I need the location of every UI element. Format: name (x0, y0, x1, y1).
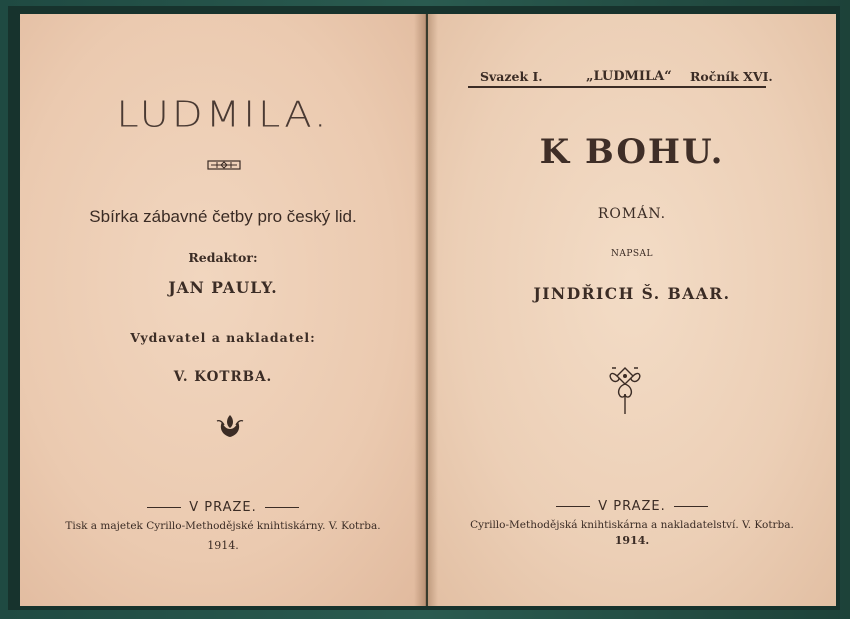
open-book (8, 6, 840, 610)
book-title: K BOHU. (539, 132, 725, 172)
publisher-name: V. KOTRBA. (173, 369, 273, 385)
year-left: 1914. (207, 539, 239, 552)
author-label: NAPSAL (610, 249, 654, 259)
editor-name: JAN PAULY. (168, 278, 278, 297)
genre-label: ROMÁN. (597, 206, 667, 222)
left-title-page (20, 14, 426, 606)
place-right-text: V PRAZE. (598, 499, 666, 514)
place-right (428, 499, 836, 514)
header-year: Ročník XVI. (690, 69, 773, 84)
floral-ornament-icon (216, 413, 244, 439)
imprint-right: Cyrillo-Methodějská knihtiskárna a nakladatelství. V. Kotrba. (470, 519, 794, 531)
place-left (20, 500, 426, 515)
header-series: „LUDMILA“ (586, 69, 672, 84)
imprint-left: Tisk a majetek Cyrillo-Methodějské knihtiskárny. V. Kotrba. (65, 520, 381, 532)
right-title-page (428, 14, 836, 606)
year-right: 1914. (614, 534, 650, 547)
place-dash-right (265, 507, 299, 508)
book-gutter (414, 14, 438, 606)
place-dash-left (147, 507, 181, 508)
editor-label: Redaktor: (188, 250, 258, 265)
small-rule-ornament-icon (207, 160, 241, 170)
publisher-label: Vydavatel a nakladatel: (130, 330, 316, 345)
place-left-text: V PRAZE. (189, 500, 257, 515)
author-name: JINDŘICH Š. BAAR. (533, 284, 731, 303)
place-dash-right (674, 506, 708, 507)
decorative-vignette-icon (606, 364, 644, 416)
series-title: LUDMILA. (116, 94, 330, 136)
place-dash-left (556, 506, 590, 507)
header-volume: Svazek I. (480, 69, 543, 84)
header-rule (468, 86, 766, 88)
tagline: Sbírka zábavné četby pro český lid. (89, 207, 357, 226)
